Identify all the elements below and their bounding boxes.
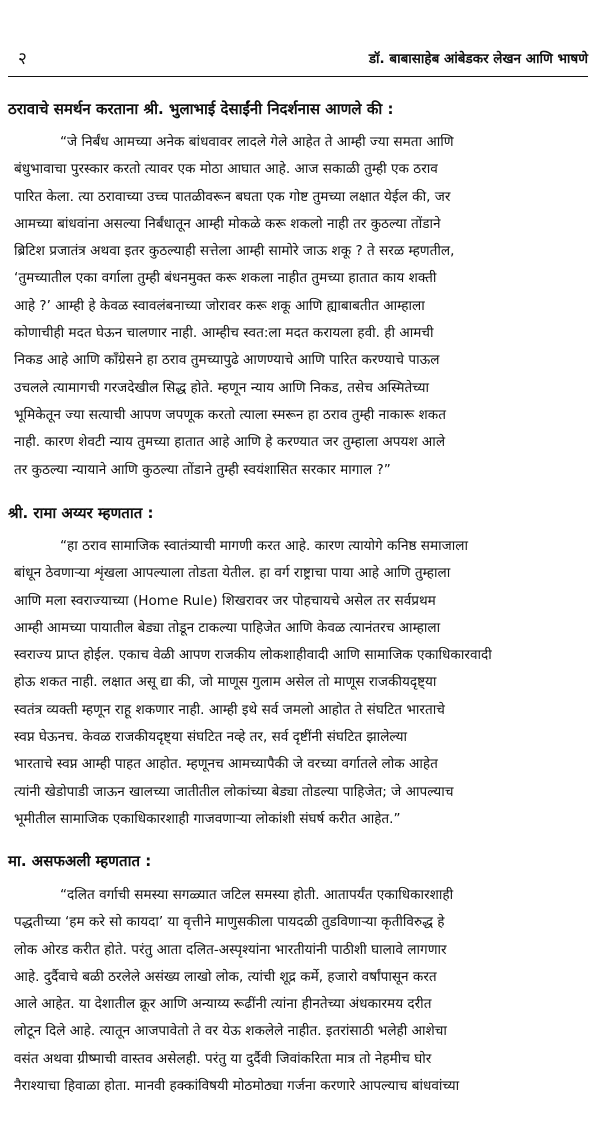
quote-paragraph-asaf-ali bbox=[14, 882, 592, 1100]
paragraph-line: “हा ठराव सामाजिक स्वातंत्र्याची मागणी करत आहे. कारण त्यायोगे कनिष्ठ समाजाला bbox=[60, 538, 468, 554]
section-heading-asaf-ali: मा. असफअली म्हणतात : bbox=[8, 852, 152, 870]
section-heading-rama-iyer: श्री. रामा अय्यर म्हणतात : bbox=[8, 504, 154, 522]
paragraph-line: स्वप्न घेऊनच. केवळ राजकीयदृष्ट्या संघटित नव्हे तर, सर्व दृष्टींनी संघटित झालेल्या bbox=[14, 729, 408, 746]
paragraph-line: पद्धतीच्या ‘हम करे सो कायदा’ या वृत्तीने माणुसकीला पायदळी तुडविणाऱ्या कृतीविरुद्ध हे bbox=[14, 914, 445, 931]
paragraph-line: भारताचे स्वप्न आम्ही पाहत आहोत. म्हणूनच आमच्यापैकी जे वरच्या वर्गातले लोक आहेत bbox=[14, 756, 438, 773]
section-heading-bhulabhai-desai: ठरावाचे समर्थन करताना श्री. भुलाभाई देसाईंनी निदर्शनास आणले की : bbox=[8, 100, 394, 118]
paragraph-line: आले आहेत. या देशातील क्रूर आणि अन्याय्य रूढींनी त्यांना हीनतेच्या अंधकारमय दरीत bbox=[14, 996, 432, 1013]
paragraph-line: “दलित वर्गाची समस्या सगळ्यात जटिल समस्या होती. आतापर्यंत एकाधिकारशाही bbox=[60, 887, 454, 903]
page-number: २ bbox=[18, 49, 27, 69]
quote-paragraph-bhulabhai-desai bbox=[14, 129, 592, 484]
paragraph-line: निकड आहे आणि काँग्रेसने हा ठराव तुमच्यापुढे आणण्याचे आणि पारित करण्याचे पाऊल bbox=[14, 352, 440, 369]
paragraph-line: कोणाचीही मदत घेऊन चालणार नाही. आम्हीच स्वत:ला मदत करायला हवी. ही आमची bbox=[14, 325, 434, 342]
paragraph-line: वसंत अथवा ग्रीष्माची वास्तव असेलही. परंतु या दुर्दैवी जिवांकरिता मात्र तो नेहमीच घोर bbox=[14, 1050, 432, 1067]
header-rule bbox=[8, 76, 588, 77]
paragraph-line: बंधुभावाचा पुरस्कार करतो त्यावर एक मोठा आघात आहे. आज सकाळी तुम्ही एक ठराव bbox=[14, 161, 438, 178]
paragraph-line: उचलले त्यामागची गरजदेखील सिद्ध होते. म्हणून न्याय आणि निकड, तसेच अस्मितेच्या bbox=[14, 379, 430, 396]
paragraph-line: भूमिकेतून ज्या सत्याची आपण जपणूक करतो त्याला स्मरून हा ठराव तुम्ही नाकारू शकत bbox=[14, 406, 446, 423]
paragraph-line: आणि मला स्वराज्याच्या (Home Rule) शिखरावर जर पोहचायचे असेल तर सर्वप्रथम bbox=[14, 592, 436, 609]
paragraph-line: आमच्या बांधवांना असल्या निर्बंधातून आम्ही मोकळे करू शकलो नाही तर कुठल्या तोंडाने bbox=[14, 215, 441, 232]
paragraph-line: आहे ?’ आम्ही हे केवळ स्वावलंबनाच्या जोरावर करू शकू आणि ह्याबाबतीत आम्हाला bbox=[14, 297, 425, 314]
paragraph-line: भूमीतील सामाजिक एकाधिकारशाही गाजवणाऱ्या लोकांशी संघर्ष करीत आहेत.” bbox=[14, 810, 401, 827]
running-title: डॉ. बाबासाहेब आंबेडकर लेखन आणि भाषणे bbox=[368, 51, 588, 67]
paragraph-line: ‘तुमच्यातील एका वर्गाला तुम्ही बंधनमुक्त करू शकला नाहीत तुमच्या हातात काय शक्ती bbox=[14, 270, 437, 287]
paragraph-line: आहे. दुर्दैवाचे बळी ठरलेले असंख्य लाखो लोक, त्यांची शूद्र कर्मे, हजारो वर्षांपासून करत bbox=[14, 968, 437, 985]
paragraph-line: होऊ शकत नाही. लक्षात असू द्या की, जो माणूस गुलाम असेल तो माणूस राजकीयदृष्ट्या bbox=[14, 674, 437, 691]
quote-paragraph-rama-iyer bbox=[14, 533, 592, 833]
page-header bbox=[10, 48, 588, 74]
paragraph-line: तर कुठल्या न्यायाने आणि कुठल्या तोंडाने तुम्ही स्वयंशासित सरकार मागाल ?” bbox=[14, 461, 391, 478]
paragraph-line: “जे निर्बंध आमच्या अनेक बांधवावर लादले गेले आहेत ते आम्ही ज्या समता आणि bbox=[60, 134, 454, 150]
paragraph-line: नैराश्याचा हिवाळा होता. मानवी हक्कांविषयी मोठमोठ्या गर्जना करणारे आपल्याच बांधवांच्या bbox=[14, 1078, 460, 1095]
paragraph-line: स्वराज्य प्राप्त होईल. एकाच वेळी आपण राजकीय लोकशाहीवादी आणि सामाजिक एकाधिकारवादी bbox=[14, 647, 492, 664]
paragraph-line: त्यांनी खेडोपाडी जाऊन खालच्या जातीतील लोकांच्या बेड्या तोडल्या पाहिजेत; जे आपल्याच bbox=[14, 783, 454, 800]
paragraph-line: लोटून दिले आहे. त्यातून आजपावेतो ते वर येऊ शकलेले नाहीत. इतरांसाठी भलेही आशेचा bbox=[14, 1023, 447, 1040]
paragraph-line: स्वतंत्र व्यक्ती म्हणून राहू शकणार नाही. आम्ही इथे सर्व जमलो आहोत ते संघटित भारताचे bbox=[14, 701, 445, 718]
paragraph-line: आम्ही आमच्या पायातील बेड्या तोडून टाकल्या पाहिजेत आणि केवळ त्यानंतरच आम्हाला bbox=[14, 619, 441, 636]
paragraph-line: पारित केला. त्या ठरावाच्या उच्च पातळीवरून बघता एक गोष्ट तुमच्या लक्षात येईल की, जर bbox=[14, 188, 451, 205]
paragraph-line: ब्रिटिश प्रजातंत्र अथवा इतर कुठल्याही सत्तेला आम्ही सामोरे जाऊ शकू ? ते सरळ म्हणतील, bbox=[14, 243, 455, 260]
paragraph-line: नाही. कारण शेवटी न्याय तुमच्या हातात आहे आणि हे करण्यात जर तुम्हाला अपयश आले bbox=[14, 434, 446, 451]
paragraph-line: लोक ओरड करीत होते. परंतु आता दलित-अस्पृश्यांना भारतीयांनी पाठीशी घालावे लागणार bbox=[14, 941, 447, 958]
paragraph-line: बांधून ठेवणाऱ्या शृंखला आपल्याला तोडता येतील. हा वर्ग राष्ट्राचा पाया आहे आणि तुम्हाला bbox=[14, 565, 451, 582]
